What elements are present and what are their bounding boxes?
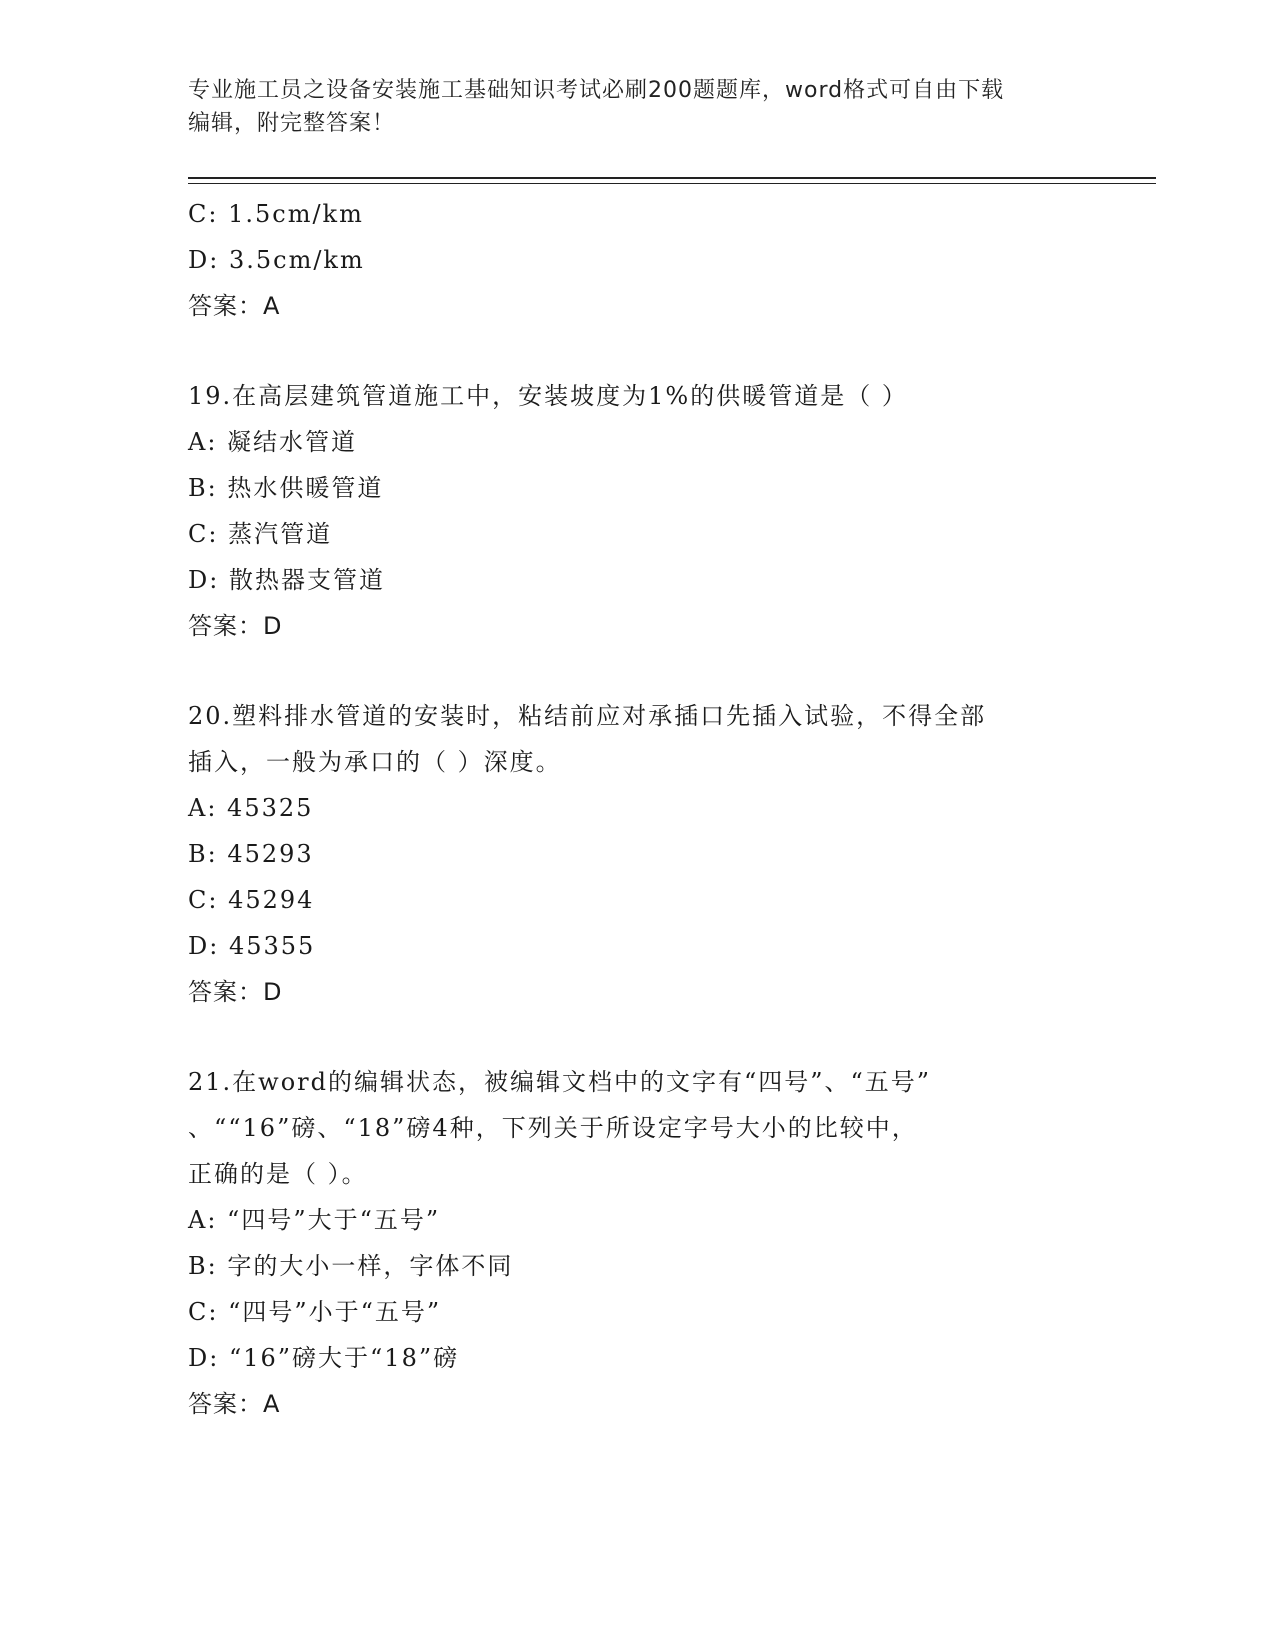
question-20 — [188, 693, 1088, 1015]
page-header — [188, 74, 1088, 140]
q19-stem: 19.在高层建筑管道施工中，安装坡度为1%的供暖管道是（ ） — [188, 382, 908, 410]
q18-answer: 答案：A — [188, 292, 281, 320]
q18-option-c: C: 1.5cm/km — [188, 200, 364, 228]
q20-option-a: A: 45325 — [188, 794, 314, 822]
document-body — [188, 191, 1088, 1427]
q20-stem-line-1: 20.塑料排水管道的安装时，粘结前应对承插口先插入试验，不得全部 — [188, 702, 987, 730]
q20-option-d: D: 45355 — [188, 932, 316, 960]
header-title-line-1: 专业施工员之设备安装施工基础知识考试必刷200题题库，word格式可自由下载 — [188, 78, 1005, 103]
q21-stem-line-1: 21.在word的编辑状态，被编辑文档中的文字有“四号”、“五号” — [188, 1068, 932, 1096]
q18-option-d: D: 3.5cm/km — [188, 246, 365, 274]
q19-answer: 答案：D — [188, 612, 283, 640]
q21-stem-line-3: 正确的是（ ）。 — [188, 1160, 368, 1188]
header-divider-thin — [188, 183, 1156, 184]
q19-option-d: D: 散热器支管道 — [188, 566, 385, 594]
q20-option-b: B: 45293 — [188, 840, 314, 868]
q21-answer: 答案：A — [188, 1390, 281, 1418]
q20-option-c: C: 45294 — [188, 886, 315, 914]
q19-option-a: A: 凝结水管道 — [188, 428, 358, 456]
q19-option-b: B: 热水供暖管道 — [188, 474, 384, 502]
header-divider-thick — [188, 177, 1156, 179]
header-title-line-2: 编辑，附完整答案！ — [188, 111, 396, 136]
q19-option-c: C: 蒸汽管道 — [188, 520, 333, 548]
q20-stem-line-2: 插入，一般为承口的（ ）深度。 — [188, 748, 562, 776]
q21-option-d: D: “16”磅大于“18”磅 — [188, 1344, 460, 1372]
question-21 — [188, 1059, 1088, 1427]
q21-option-c: C: “四号”小于“五号” — [188, 1298, 442, 1326]
spacer — [188, 1015, 1088, 1059]
q21-stem-line-2: 、““16”磅、“18”磅4种，下列关于所设定字号大小的比较中， — [188, 1114, 918, 1142]
question-19 — [188, 373, 1088, 649]
q20-answer: 答案：D — [188, 978, 283, 1006]
q21-option-b: B: 字的大小一样，字体不同 — [188, 1252, 514, 1280]
spacer — [188, 649, 1088, 693]
spacer — [188, 329, 1088, 373]
q21-option-a: A: “四号”大于“五号” — [188, 1206, 441, 1234]
question-18-tail — [188, 191, 1088, 329]
